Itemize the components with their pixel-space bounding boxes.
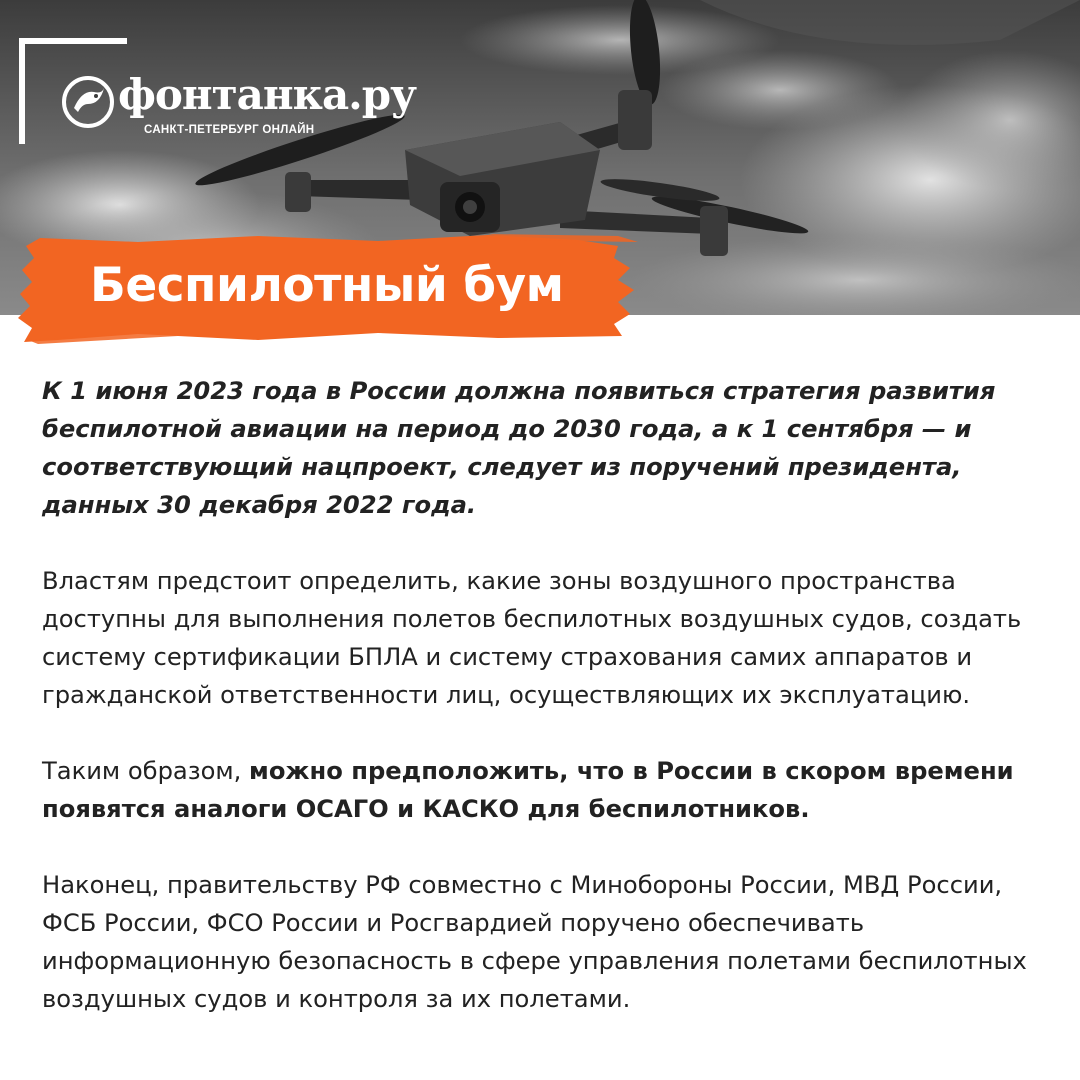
paragraph-3-emphasis: можно предположить, что в России в скором времени появятся аналоги ОСАГО и КАСКО для беспилотников. xyxy=(42,757,1014,823)
lead-paragraph: К 1 июня 2023 года в России должна появиться стратегия развития беспилотной авиации на период до 2030 года, а к 1 сентября — и соответствующий нацпроект, следует из поручений президента, данных 30 декабря 2022 года. xyxy=(42,377,996,519)
title-banner xyxy=(18,232,642,344)
paragraph-3-intro: Таким образом, xyxy=(42,757,250,785)
fontanka-logo xyxy=(60,70,417,144)
page-title: Беспилотный бум xyxy=(90,258,564,313)
paragraph-3 xyxy=(42,752,1042,828)
paragraph-4: Наконец, правительству РФ совместно с Минобороны России, МВД России, ФСБ России, ФСО России и Росгвардией поручено обеспечивать информационную безопасность в сфере управления полетами беспилотных воздушных судов и контроля за их полетами. xyxy=(42,871,1027,1013)
logo-tagline: САНКТ-ПЕТЕРБУРГ ОНЛАЙН xyxy=(144,124,315,136)
logo-wordmark: фонтанка.ру xyxy=(118,70,417,119)
article-body xyxy=(42,372,1042,1018)
paragraph-2: Властям предстоит определить, какие зоны воздушного пространства доступны для выполнения полетов беспилотных воздушных судов, создать систему сертификации БПЛА и систему страхования самих аппаратов и гражданской ответственности лиц, осуществляющих их эксплуатацию. xyxy=(42,567,1022,709)
fontanka-emblem-icon xyxy=(60,74,116,130)
